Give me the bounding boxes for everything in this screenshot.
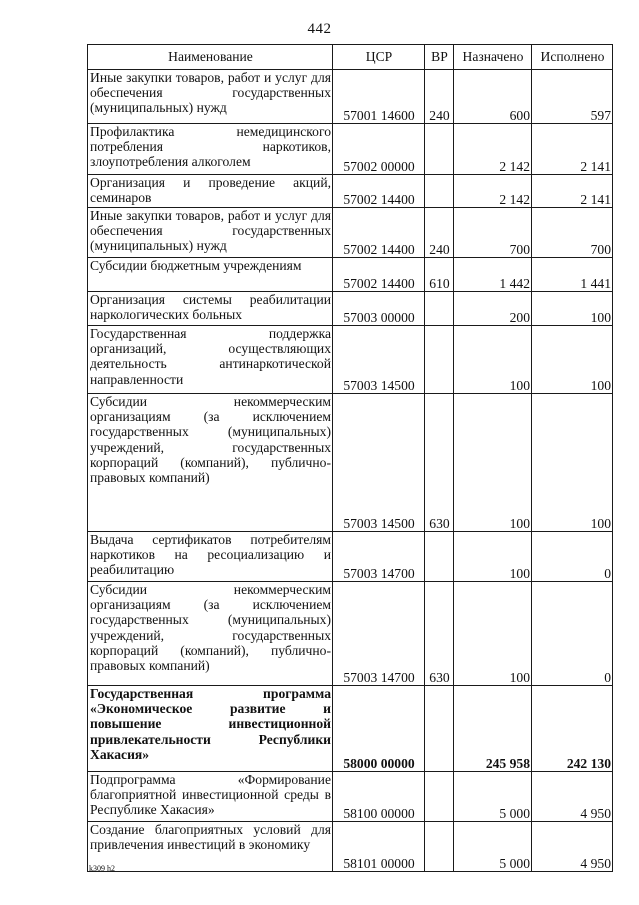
row-executed: 597 [532, 70, 613, 124]
header-csr: ЦСР [333, 45, 425, 70]
row-name: Субсидии некоммерческим организациям (за исключением государственных (муниципальных) учреждений, государственных корпораций (компаний), публично-правовых компаний) [88, 394, 333, 532]
row-assigned: 100 [454, 532, 532, 582]
row-name: Создание благоприятных условий для привлечения инвестиций в экономику [88, 822, 333, 872]
table-row [88, 326, 613, 394]
row-csr: 57001 14600 [333, 70, 425, 124]
row-executed: 4 950 [532, 772, 613, 822]
row-assigned: 2 142 [454, 175, 532, 208]
row-assigned: 700 [454, 208, 532, 258]
row-csr: 57003 00000 [333, 292, 425, 326]
row-csr: 57002 14400 [333, 208, 425, 258]
header-name: Наименование [88, 45, 333, 70]
budget-table [87, 44, 613, 872]
row-executed: 2 141 [532, 124, 613, 175]
row-executed: 1 441 [532, 258, 613, 292]
row-vr [425, 326, 454, 394]
header-vr: ВР [425, 45, 454, 70]
row-assigned: 100 [454, 582, 532, 686]
row-executed: 100 [532, 326, 613, 394]
row-assigned: 5 000 [454, 772, 532, 822]
row-assigned: 200 [454, 292, 532, 326]
row-csr: 57002 00000 [333, 124, 425, 175]
table-row [88, 822, 613, 872]
header-executed: Исполнено [532, 45, 613, 70]
row-vr: 240 [425, 70, 454, 124]
row-csr: 58000 00000 [333, 686, 425, 772]
row-vr: 240 [425, 208, 454, 258]
row-vr [425, 532, 454, 582]
table-row [88, 175, 613, 208]
table-row [88, 124, 613, 175]
row-csr: 57003 14500 [333, 326, 425, 394]
table-row [88, 772, 613, 822]
page-number: 442 [307, 21, 332, 37]
table-header-row [88, 45, 613, 70]
row-csr: 57003 14700 [333, 582, 425, 686]
table-row [88, 70, 613, 124]
row-vr: 630 [425, 394, 454, 532]
row-executed: 4 950 [532, 822, 613, 872]
row-vr [425, 686, 454, 772]
row-vr: 630 [425, 582, 454, 686]
row-name: Субсидии бюджетным учреждениям [88, 258, 333, 292]
row-name: Государственная поддержка организаций, осуществляющих деятельность антинаркотической направленности [88, 326, 333, 394]
row-name: Организация системы реабилитации наркологических больных [88, 292, 333, 326]
header-assigned: Назначено [454, 45, 532, 70]
footer-code: k309 h2 [89, 864, 115, 873]
table-row [88, 532, 613, 582]
row-assigned: 5 000 [454, 822, 532, 872]
row-vr [425, 175, 454, 208]
row-csr: 57003 14700 [333, 532, 425, 582]
row-executed: 100 [532, 394, 613, 532]
row-assigned: 100 [454, 394, 532, 532]
row-name: Организация и проведение акций, семинаров [88, 175, 333, 208]
table-row [88, 582, 613, 686]
table-row [88, 394, 613, 532]
row-executed: 0 [532, 532, 613, 582]
table-row [88, 208, 613, 258]
row-executed: 2 141 [532, 175, 613, 208]
table-row [88, 258, 613, 292]
row-executed: 242 130 [532, 686, 613, 772]
row-assigned: 2 142 [454, 124, 532, 175]
row-csr: 57002 14400 [333, 258, 425, 292]
row-name: Государственная программа «Экономическое развитие и повышение инвестиционной привлекательности Республики Хакасия» [88, 686, 333, 772]
row-name: Субсидии некоммерческим организациям (за исключением государственных (муниципальных) учреждений, государственных корпораций (компаний), публично-правовых компаний) [88, 582, 333, 686]
row-assigned: 1 442 [454, 258, 532, 292]
row-assigned: 100 [454, 326, 532, 394]
row-assigned: 245 958 [454, 686, 532, 772]
row-vr: 610 [425, 258, 454, 292]
table-row [88, 686, 613, 772]
row-assigned: 600 [454, 70, 532, 124]
row-name: Подпрограмма «Формирование благоприятной инвестиционной среды в Республике Хакасия» [88, 772, 333, 822]
table-row [88, 292, 613, 326]
row-csr: 57002 14400 [333, 175, 425, 208]
row-vr [425, 822, 454, 872]
row-vr [425, 292, 454, 326]
row-vr [425, 124, 454, 175]
row-executed: 700 [532, 208, 613, 258]
row-executed: 0 [532, 582, 613, 686]
row-name: Иные закупки товаров, работ и услуг для обеспечения государственных (муниципальных) нужд [88, 70, 333, 124]
row-vr [425, 772, 454, 822]
row-name: Иные закупки товаров, работ и услуг для обеспечения государственных (муниципальных) нужд [88, 208, 333, 258]
row-executed: 100 [532, 292, 613, 326]
row-name: Выдача сертификатов потребителям наркотиков на ресоциализацию и реабилитацию [88, 532, 333, 582]
row-csr: 58100 00000 [333, 772, 425, 822]
row-csr: 57003 14500 [333, 394, 425, 532]
row-csr: 58101 00000 [333, 822, 425, 872]
row-name: Профилактика немедицинского потребления наркотиков, злоупотребления алкоголем [88, 124, 333, 175]
